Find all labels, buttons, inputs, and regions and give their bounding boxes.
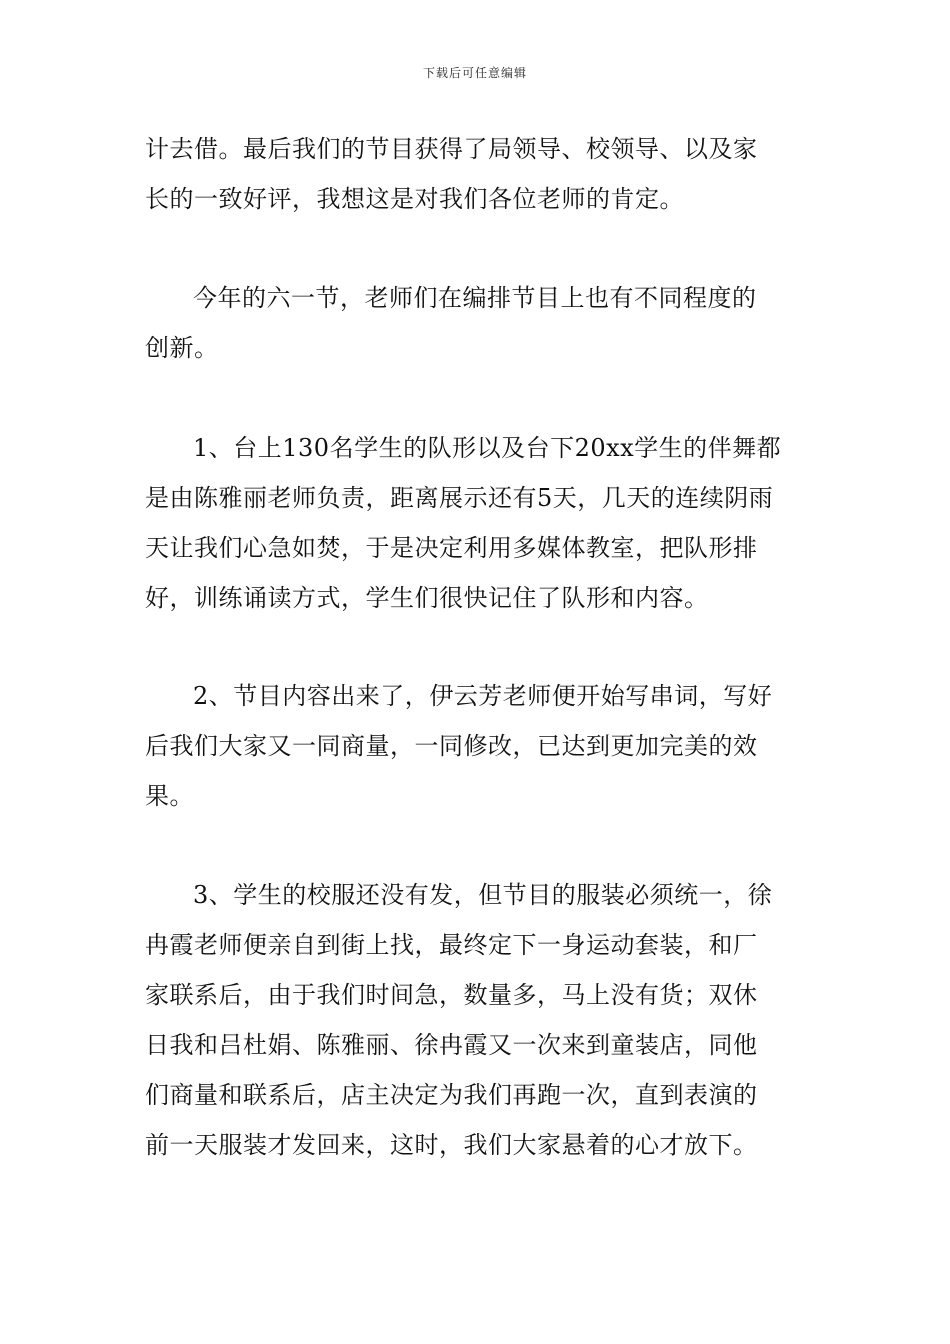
paragraph-line: 计去借。最后我们的节目获得了局领导、校领导、以及家	[145, 135, 758, 163]
paragraph-2	[145, 273, 825, 373]
paragraph-4	[145, 671, 825, 821]
paragraph-3	[145, 423, 825, 623]
paragraph-line: 家联系后，由于我们时间急，数量多，马上没有货；双休	[145, 981, 758, 1009]
paragraph-line: 前一天服装才发回来，这时，我们大家悬着的心才放下。	[145, 1131, 758, 1159]
paragraph-line: 冉霞老师便亲自到街上找，最终定下一身运动套装，和厂	[145, 931, 758, 959]
paragraph-5	[145, 870, 825, 1170]
paragraph-line: 1、台上130名学生的队形以及台下20xx学生的伴舞都	[193, 434, 782, 462]
paragraph-line: 3、学生的校服还没有发，但节目的服装必须统一，徐	[193, 881, 773, 909]
paragraph-line: 后我们大家又一同商量，一同修改，已达到更加完美的效	[145, 732, 758, 760]
paragraph-line: 今年的六一节，老师们在编排节目上也有不同程度的	[193, 284, 757, 312]
paragraph-line: 长的一致好评，我想这是对我们各位老师的肯定。	[145, 185, 684, 213]
paragraph-line: 日我和吕杜娟、陈雅丽、徐冉霞又一次来到童装店，同他	[145, 1031, 758, 1059]
paragraph-line: 2、节目内容出来了，伊云芳老师便开始写串词，写好	[193, 682, 773, 710]
paragraph-line: 是由陈雅丽老师负责，距离展示还有5天，几天的连续阴雨	[145, 484, 774, 512]
paragraph-line: 好，训练诵读方式，学生们很快记住了队形和内容。	[145, 584, 709, 612]
paragraph-line: 天让我们心急如焚，于是决定利用多媒体教室，把队形排	[145, 534, 758, 562]
paragraph-line: 果。	[145, 782, 194, 810]
paragraph-line: 创新。	[145, 334, 219, 362]
paragraph-line: 们商量和联系后，店主决定为我们再跑一次，直到表演的	[145, 1081, 758, 1109]
page-header: 下载后可任意编辑	[422, 66, 527, 80]
paragraph-1	[145, 124, 825, 224]
